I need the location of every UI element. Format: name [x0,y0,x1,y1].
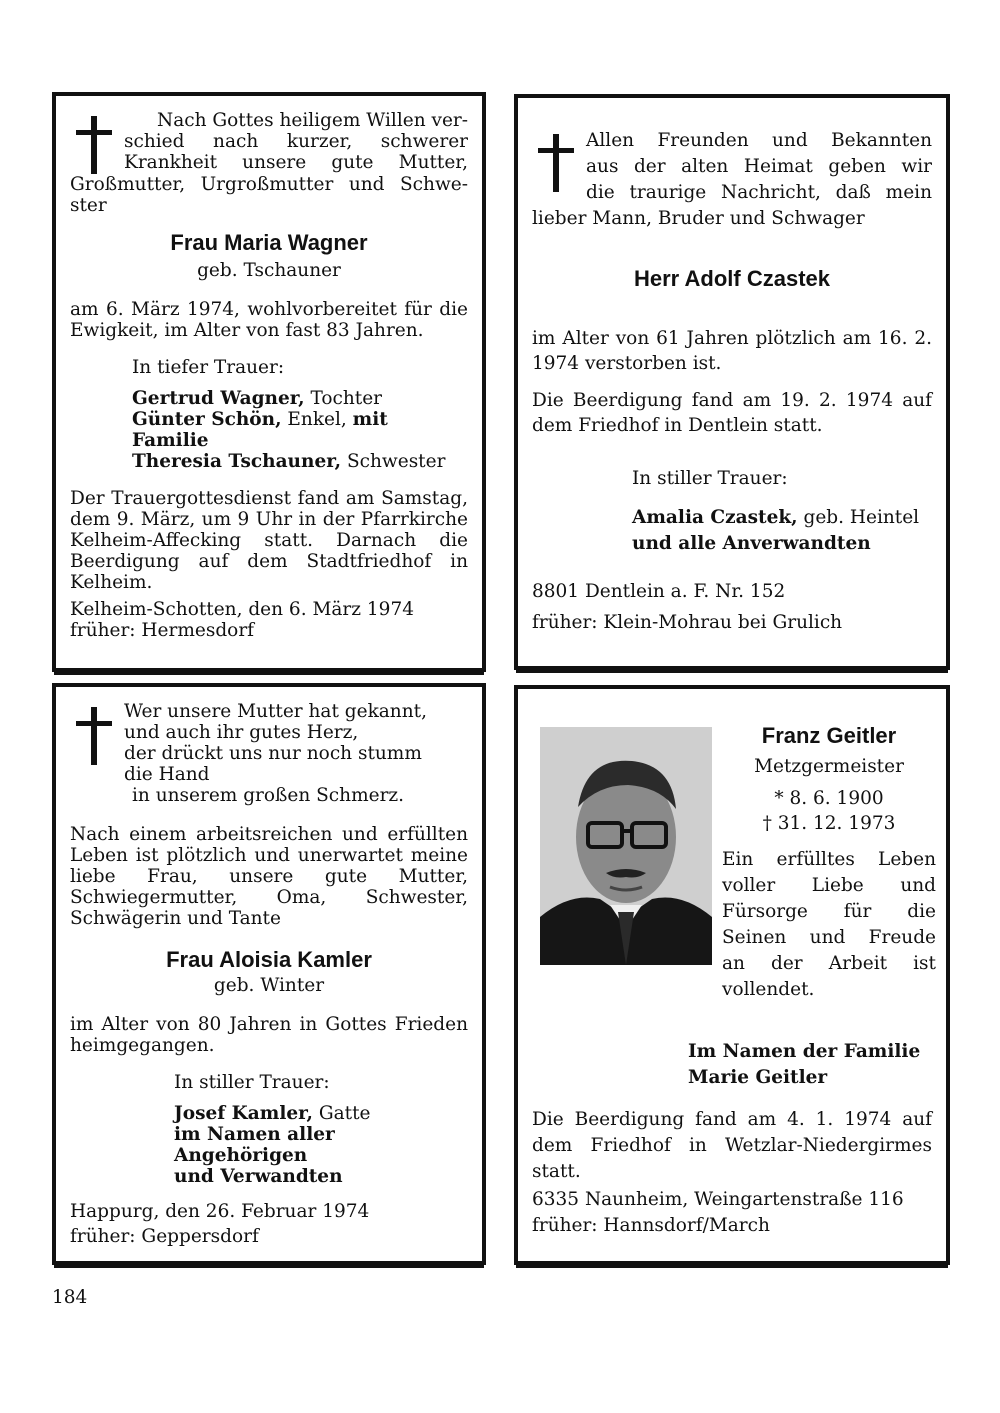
portrait-photo [540,727,712,965]
cross-icon [76,707,112,765]
intro-line: und auch ihr gutes Herz, [124,722,359,743]
place-date: Happurg, den 26. Februar 1974 [70,1201,370,1222]
former-residence: früher: Hannsdorf/March [532,1215,770,1236]
birth-date: * 8. 6. 1900 [774,788,884,809]
intro-line: aus der alten Heimat geben wir [586,156,932,177]
cross-icon [76,116,112,174]
family-line: Marie Geitler [688,1067,828,1088]
death-text: im Alter von 61 Jahren plötzlich am 16. 2. 1974 verstorben ist. [532,328,932,374]
mourner: Amalia Czastek, geb. Heintel [632,507,920,528]
profession: Metzgermeister [754,756,904,777]
death-text: Nach einem arbeitsreichen und erfüllten Leben ist plötzlich und unerwartet meine liebe Frau, unsere gute Mutter, Schwiegermutter, Oma, Schwester, Schwägerin und Tante [70,824,468,929]
mourner: Theresia Tschauner, Schwester [132,451,446,472]
tribute-text [722,847,936,1003]
mourner: Josef Kamler, Gatte [174,1103,371,1124]
intro-line: Allen Freunden und Bekannten [586,130,932,151]
former-residence: früher: Geppersdorf [70,1226,259,1247]
former-residence: früher: Klein-Mohrau bei Grulich [532,612,843,633]
obituary-franz-geitler [514,685,950,1265]
cross-icon [538,134,574,192]
mourner: Günter Schön, Enkel, mit Familie [132,409,388,451]
former-residence: früher: Hermesdorf [70,620,255,641]
intro-line: die traurige Nachricht, daß mein [586,182,932,203]
mourn-heading: In tiefer Trauer: [132,357,285,378]
obituary-adolf-czastek [514,94,950,670]
maiden-name: geb. Tschauner [197,260,341,281]
intro-line: Nach Gottes heiligem Willen ver- [157,110,468,131]
tribute-line: Fürsorge für die [722,901,936,922]
intro-line: schied nach kurzer, schwerer [124,131,468,152]
mourn-heading: In stiller Trauer: [632,468,788,489]
deceased-name: Frau Maria Wagner [170,230,368,255]
intro-line: Krankheit unsere gute Mutter, [124,152,468,173]
intro-line: ster [70,195,107,216]
address: 8801 Dentlein a. F. Nr. 152 [532,581,786,602]
death-date: † 31. 12. 1973 [762,813,896,834]
page-number: 184 [52,1287,88,1308]
burial-text: Die Beerdigung fand am 4. 1. 1974 auf dem Friedhof in Wetzlar-Niedergirmes statt. [532,1109,932,1182]
info-column [722,723,936,1003]
tribute-line: voller Liebe und [722,875,936,896]
deceased-name: Frau Aloisia Kamler [166,947,372,972]
mourners-list [70,388,468,472]
obituary-maria-wagner [52,92,486,672]
mourner: und Verwandten [174,1166,343,1187]
maiden-name: geb. Winter [213,975,325,996]
service-text: Der Trauergottesdienst fand am Samstag, dem 9. März, um 9 Uhr in der Pfarrkirche Kelheim-Affecking statt. Darnach die Beerdigung auf dem Stadtfriedhof in Kelheim. [70,488,468,593]
intro-line: der drückt uns nur noch stumm [124,743,422,764]
family-signature [688,1039,920,1091]
family-line: Im Namen der Familie [688,1041,921,1062]
intro-line: in unserem großen Schmerz. [132,785,405,806]
tribute-line: vollendet. [722,979,815,1000]
address: 6335 Naunheim, Weingartenstraße 116 [532,1189,904,1210]
mourners-list [70,1103,468,1187]
tribute-line: Ein erfülltes Leben [722,849,936,870]
deceased-name: Franz Geitler [761,723,897,748]
obituary-aloisia-kamler [52,683,486,1265]
burial-text: Die Beerdigung fand am 19. 2. 1974 auf dem Friedhof in Dentlein statt. [532,390,932,436]
mourner: Gertrud Wagner, Tochter [132,388,383,409]
tribute-line: an der Arbeit ist [722,953,936,974]
death-text-2: im Alter von 80 Jahren in Gottes Frieden heimgegangen. [70,1014,468,1056]
intro-line: Großmutter, Urgroßmutter und Schwe- [70,174,468,195]
deceased-name: Herr Adolf Czastek [633,266,830,291]
death-text: am 6. März 1974, wohlvorbereitet für die Ewigkeit, im Alter von fast 83 Jahren. [70,299,468,341]
mourner: im Namen aller Angehörigen [174,1124,335,1166]
intro-line: lieber Mann, Bruder und Schwager [532,208,865,229]
place-date: Kelheim-Schotten, den 6. März 1974 [70,599,414,620]
mourner: und alle Anverwandten [632,533,871,554]
intro-line: Wer unsere Mutter hat gekannt, [124,701,427,722]
tribute-line: Seinen und Freude [722,927,936,948]
burial-block [532,1107,932,1239]
mourn-heading: In stiller Trauer: [174,1072,330,1093]
intro-line: die Hand [124,764,210,785]
